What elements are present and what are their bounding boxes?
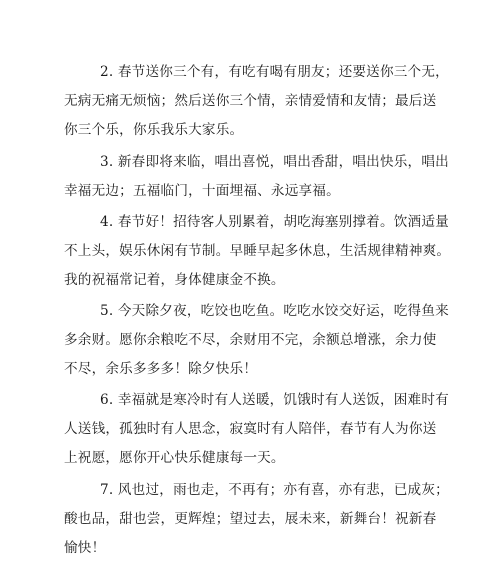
paragraph-line: 2. 春节送你三个有，有吃有喝有朋友；还要送你三个无，	[100, 64, 449, 80]
paragraph-2	[64, 58, 449, 145]
paragraph-line: 不尽，余乐多多多！除夕快乐！	[64, 361, 258, 377]
paragraph-line: 我的祝福常记着，身体健康金不换。	[64, 272, 285, 288]
paragraph-line: 愉快！	[64, 540, 106, 556]
paragraph-line: 7. 风也过，雨也走，不再有；亦有喜，亦有悲，已成灰；	[100, 482, 449, 498]
paragraph-3	[64, 148, 449, 206]
paragraph-4	[64, 208, 451, 295]
paragraph-line: 酸也品，甜也尝，更辉煌；望过去，展未来，新舞台！祝新春	[64, 511, 437, 527]
paragraph-line: 上祝愿，愿你开心快乐健康每一天。	[64, 450, 285, 466]
paragraph-6	[64, 386, 449, 473]
paragraph-5	[64, 297, 449, 384]
paragraph-line: 3. 新春即将来临，唱出喜悦，唱出香甜，唱出快乐，唱出	[100, 154, 449, 170]
paragraph-line: 你三个乐，你乐我乐大家乐。	[64, 122, 244, 138]
paragraph-line: 多余财。愿你余粮吃不尽，余财用不完，余额总增涨，余力使	[64, 332, 437, 348]
paragraph-7	[64, 476, 449, 563]
paragraph-line: 4. 春节好！招待客人别累着，胡吃海塞别撑着。饮酒适量	[100, 214, 449, 230]
paragraph-line: 6. 幸福就是寒冷时有人送暖，饥饿时有人送饭，困难时有	[100, 392, 449, 408]
paragraph-line: 幸福无边；五福临门，十面埋福、永远享福。	[64, 183, 340, 199]
paragraph-line: 5. 今天除夕夜，吃饺也吃鱼。吃吃水饺交好运，吃得鱼来	[100, 303, 449, 319]
paragraph-line: 无病无痛无烦恼；然后送你三个情，亲情爱情和友情；最后送	[64, 93, 437, 109]
paragraph-line: 人送钱，孤独时有人思念，寂寞时有人陪伴，春节有人为你送	[64, 421, 437, 437]
paragraph-line: 不上头，娱乐休闲有节制。早睡早起多休息，生活规律精神爽。	[64, 243, 451, 259]
